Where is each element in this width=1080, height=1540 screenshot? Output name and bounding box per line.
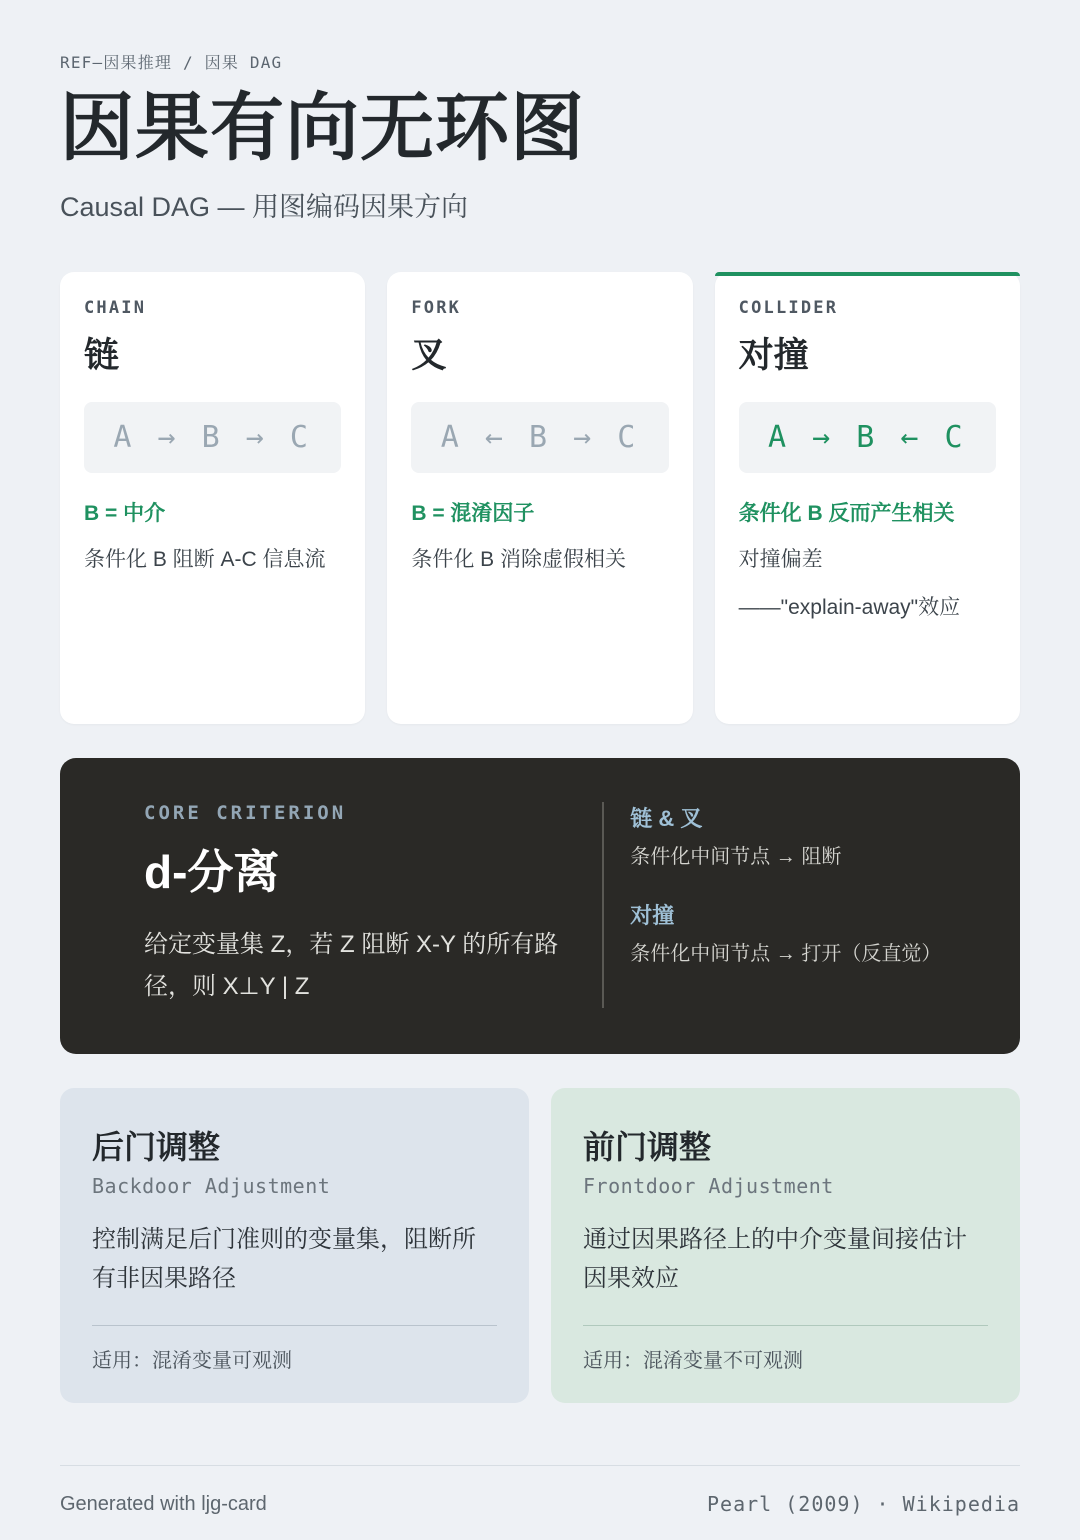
- footer-source: Pearl (2009) · Wikipedia: [707, 1492, 1020, 1516]
- card-lead: B = 中介: [84, 501, 166, 525]
- criterion-kicker: CORE CRITERION: [144, 801, 347, 824]
- criterion-left: [100, 802, 602, 1008]
- divider: [92, 1325, 497, 1326]
- panel-footnote: 适用：混淆变量不可观测: [583, 1349, 803, 1372]
- header: [60, 40, 1020, 224]
- panel-title: 后门调整: [92, 1128, 221, 1165]
- concept-cards: [60, 272, 1020, 724]
- card-body: 条件化 B 阻断 A-C 信息流: [84, 548, 326, 572]
- page-title: 因果有向无环图: [60, 86, 585, 169]
- card-lead: B = 混淆因子: [411, 501, 535, 525]
- card-extra: ——"explain-away"效应: [738, 595, 961, 619]
- footer: [60, 1465, 1020, 1540]
- criterion-note: [630, 899, 980, 970]
- breadcrumb: REF—因果推理 / 因果 DAG: [60, 53, 283, 72]
- note-text: 条件化中间节点 → 阻断: [630, 845, 842, 868]
- card-kicker: FORK: [411, 297, 462, 318]
- panel-subtitle: Frontdoor Adjustment: [583, 1173, 834, 1198]
- card-chain: [60, 272, 365, 724]
- card-formula: A ← B → C: [411, 402, 668, 473]
- card-body: 条件化 B 消除虚假相关: [411, 548, 627, 572]
- note-title: 对撞: [630, 902, 675, 928]
- card-kicker: CHAIN: [84, 297, 147, 318]
- panel-title: 前门调整: [583, 1128, 712, 1165]
- note-title: 链 & 叉: [630, 805, 703, 831]
- panel-body: 控制满足后门准则的变量集，阻断所有非因果路径: [92, 1225, 476, 1293]
- card-kicker: COLLIDER: [738, 297, 839, 318]
- panel-backdoor-adjustment: [60, 1088, 529, 1403]
- card-lead: 条件化 B 反而产生相关: [738, 501, 955, 525]
- panel-body: 通过因果路径上的中介变量间接估计因果效应: [583, 1225, 967, 1293]
- card-collider: [715, 272, 1020, 724]
- card-title: 链: [84, 335, 120, 375]
- panel-subtitle: Backdoor Adjustment: [92, 1173, 331, 1198]
- card-formula: A → B ← C: [739, 402, 996, 473]
- criterion-note: [630, 802, 980, 873]
- card-title: 叉: [411, 335, 447, 375]
- card-title: 对撞: [738, 335, 809, 375]
- card-fork: [387, 272, 692, 724]
- panel-footnote: 适用：混淆变量可观测: [92, 1349, 292, 1372]
- card-body: 对撞偏差: [738, 548, 823, 572]
- adjustment-panels: [60, 1088, 1020, 1403]
- criterion-text: 给定变量集 Z，若 Z 阻断 X-Y 的所有路径，则 X⊥Y | Z: [144, 930, 559, 1000]
- card-formula: A → B → C: [84, 402, 341, 473]
- criterion-title: d-分离: [144, 845, 280, 898]
- page-subtitle: Causal DAG — 用图编码因果方向: [60, 191, 469, 222]
- footer-generated-by: Generated with ljg-card: [60, 1492, 267, 1515]
- core-criterion-panel: [60, 758, 1020, 1054]
- note-text: 条件化中间节点 → 打开（反直觉）: [630, 942, 942, 965]
- criterion-notes: [602, 802, 980, 1008]
- divider: [583, 1325, 988, 1326]
- panel-frontdoor-adjustment: [551, 1088, 1020, 1403]
